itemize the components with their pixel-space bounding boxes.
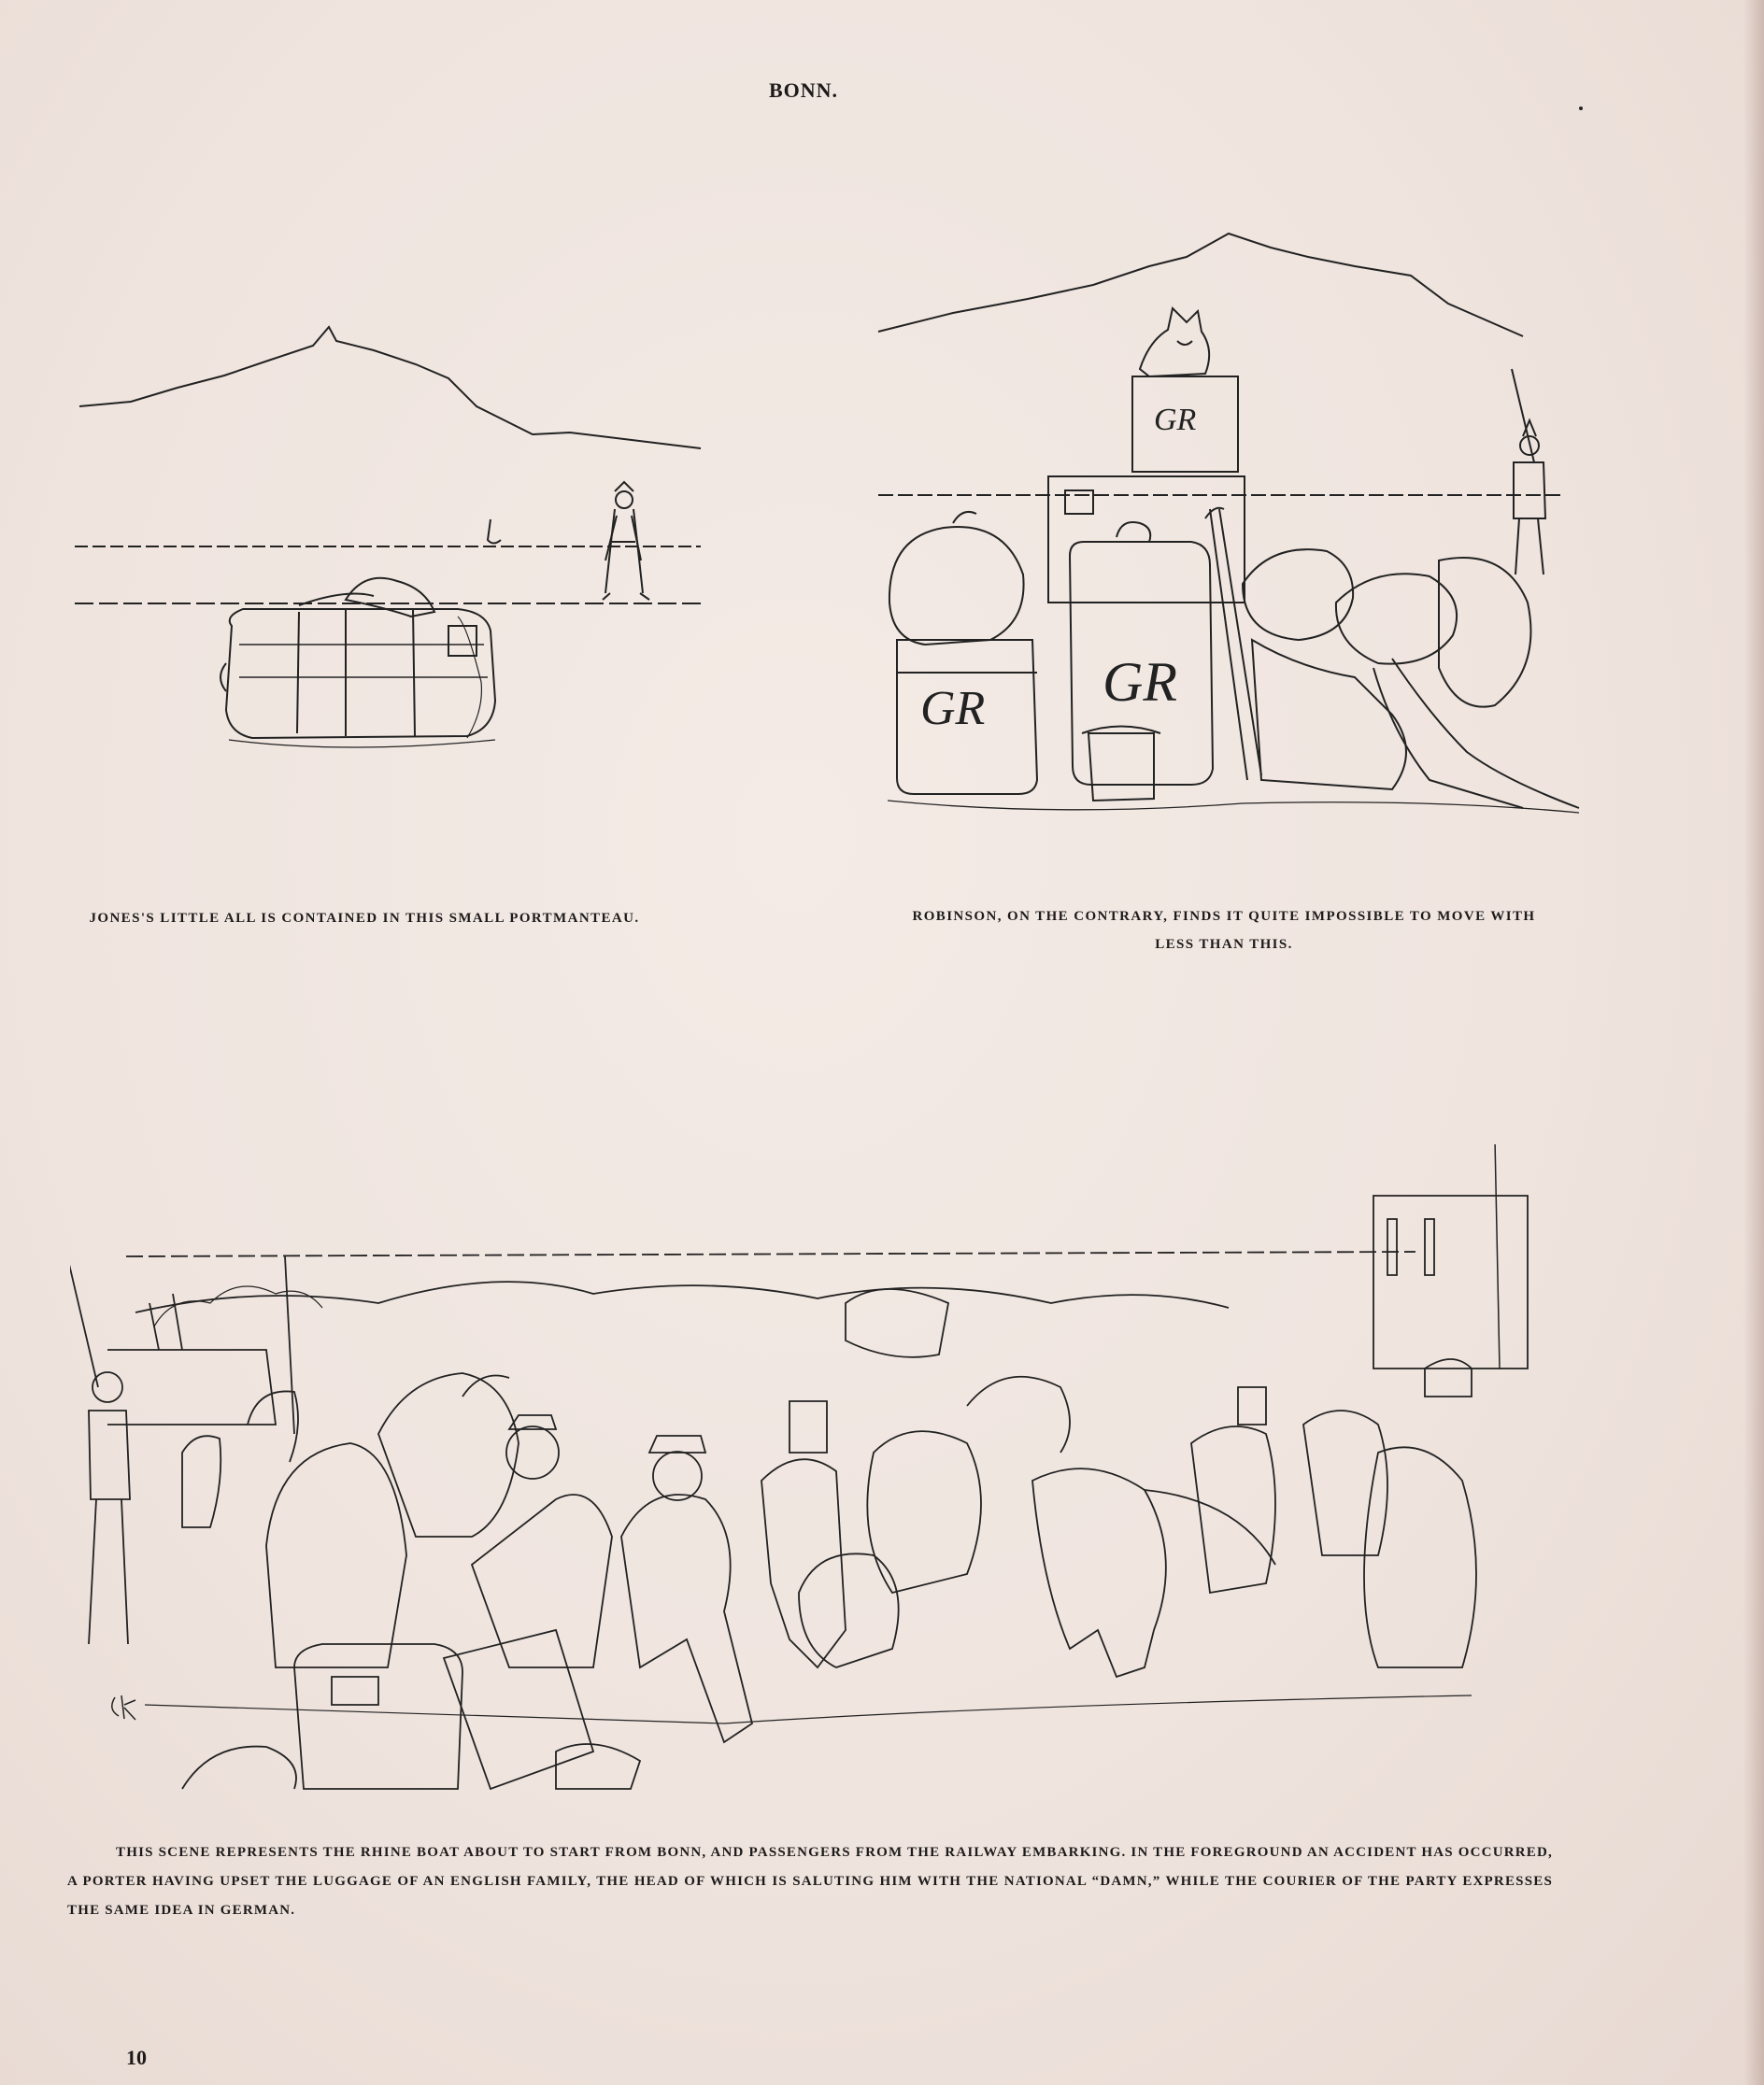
scene-horizon bbox=[126, 1252, 1415, 1256]
upset-luggage bbox=[182, 1289, 948, 1789]
steamer bbox=[107, 1256, 294, 1434]
trunk-initials-top: GR bbox=[1154, 403, 1197, 437]
ground bbox=[145, 1695, 1472, 1723]
round-bundle-1 bbox=[1243, 549, 1353, 640]
luggage-pile bbox=[888, 376, 1579, 813]
caption-jones: JONES'S LITTLE ALL IS CONTAINED IN THIS SMALL PORTMANTEAU. bbox=[89, 911, 640, 926]
ground-line bbox=[888, 801, 1579, 813]
trunk-initials-front: GR bbox=[1102, 651, 1177, 713]
artist-monogram bbox=[112, 1695, 135, 1720]
mountain-outline bbox=[79, 327, 701, 448]
crowd bbox=[182, 1359, 1476, 1742]
plaid-rug bbox=[1252, 640, 1406, 789]
left-bag bbox=[889, 527, 1024, 645]
ink-speck bbox=[1579, 106, 1583, 110]
page-edge-shadow bbox=[1743, 0, 1764, 2085]
distant-hills bbox=[135, 1282, 1229, 1312]
page-title: BONN. bbox=[768, 78, 839, 102]
cat-on-top bbox=[1140, 308, 1209, 376]
smoke bbox=[154, 1286, 322, 1326]
illustration-rhine-boat-scene bbox=[70, 1144, 1565, 1794]
sentry-figure bbox=[603, 482, 649, 600]
distant-hook-mark bbox=[488, 519, 501, 544]
illustration-robinson-luggage bbox=[869, 229, 1588, 855]
hatbox bbox=[1088, 733, 1154, 801]
page-number: 10 bbox=[126, 2046, 147, 2069]
soldier-left bbox=[70, 1228, 130, 1644]
caption-robinson: ROBINSON, ON THE CONTRARY, FINDS IT QUITE IMPOSSIBLE TO MOVE WITH LESS THAN THIS. bbox=[912, 909, 1536, 952]
caption-scene: THIS SCENE REPRESENTS THE RHINE BOAT ABOUT TO START FROM BONN, AND PASSENGERS FROM THE RAILWAY EMBARKING. IN THE FOREGROUND AN ACCIDENT HAS OCCURRED, A PORTER HAVING UPSET THE LUGGAGE OF AN ENGLISH FAMILY, THE HEAD OF WHICH IS SALUTING HIM WITH THE NATIONAL “DAMN,” WHILE THE COURIER OF THE PARTY EXPRESSES THE SAME IDEA IN GERMAN. bbox=[67, 1845, 1553, 1918]
soldier-figure bbox=[1512, 369, 1545, 574]
mountain-outline bbox=[878, 234, 1523, 336]
illustration-jones-portmanteau bbox=[65, 308, 719, 813]
trunk-initials-left: GR bbox=[920, 682, 986, 735]
striped-bag bbox=[1439, 558, 1530, 707]
station-building bbox=[1373, 1144, 1528, 1369]
